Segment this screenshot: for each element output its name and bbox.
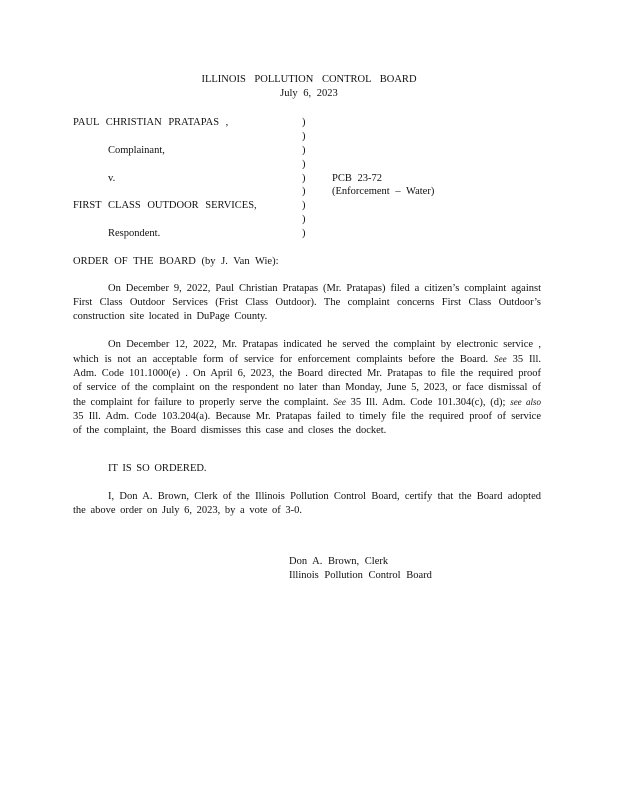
caption-paren: ) xyxy=(302,186,306,197)
caption-paren: ) xyxy=(302,228,306,239)
caption-paren: ) xyxy=(302,214,306,225)
respondent-role: Respondent. xyxy=(108,228,161,239)
order-date: July 6, 2023 xyxy=(280,88,338,99)
versus-label: v. xyxy=(108,173,116,184)
case-type: (Enforcement – Water) xyxy=(332,186,435,197)
signature-title: Illinois Pollution Control Board xyxy=(289,570,432,581)
signature-name: Don A. Brown, Clerk xyxy=(289,556,389,567)
caption-paren: ) xyxy=(302,117,306,128)
case-number: PCB 23-72 xyxy=(332,173,382,184)
caption-paren: ) xyxy=(302,145,306,156)
respondent-name: FIRST CLASS OUTDOOR SERVICES, xyxy=(73,200,257,211)
paragraph-complaint-filed: On December 9, 2022, Paul Christian Pratapas (Mr. Pratapas) filed a citizen’s complaint against First Class Outdoor Services (Frist Class Outdoor). The complaint concerns First Class Outdoor’s construction site located in DuPage County. xyxy=(73,283,541,322)
agency-heading: ILLINOIS POLLUTION CONTROL BOARD xyxy=(201,74,417,85)
caption-paren: ) xyxy=(302,173,306,184)
order-heading: ORDER OF THE BOARD (by J. Van Wie): xyxy=(73,256,279,267)
caption-paren: ) xyxy=(302,131,306,142)
paragraph-service-dismissal: On December 12, 2022, Mr. Pratapas indicated he served the complaint by electronic service , which is not an acceptable form of service for enforcement complaints before the Board. See 35 Ill. Adm. Code 101.1000(e) . On April 6, 2023, the Board directed Mr. Pratapas to file the required proof of service of the complaint on the respondent no later than Monday, June 5, 2023, or face dismissal of the complaint for failure to properly serve the complaint. See 35 Ill. Adm. Code 101.304(c), (d); see also 35 Ill. Adm. Code 103.204(a). Because Mr. Pratapas failed to timely file the required proof of service of the complaint, the Board dismisses this case and closes the docket. xyxy=(73,339,542,436)
complainant-role: Complainant, xyxy=(108,145,165,156)
so-ordered: IT IS SO ORDERED. xyxy=(108,463,207,474)
caption-paren: ) xyxy=(302,159,306,170)
clerk-certification: I, Don A. Brown, Clerk of the Illinois Pollution Control Board, certify that the Board adopted the above order on July 6, 2023, by a vote of 3-0. xyxy=(73,491,541,516)
complainant-name: PAUL CHRISTIAN PRATAPAS , xyxy=(73,117,229,128)
caption-paren: ) xyxy=(302,200,306,211)
